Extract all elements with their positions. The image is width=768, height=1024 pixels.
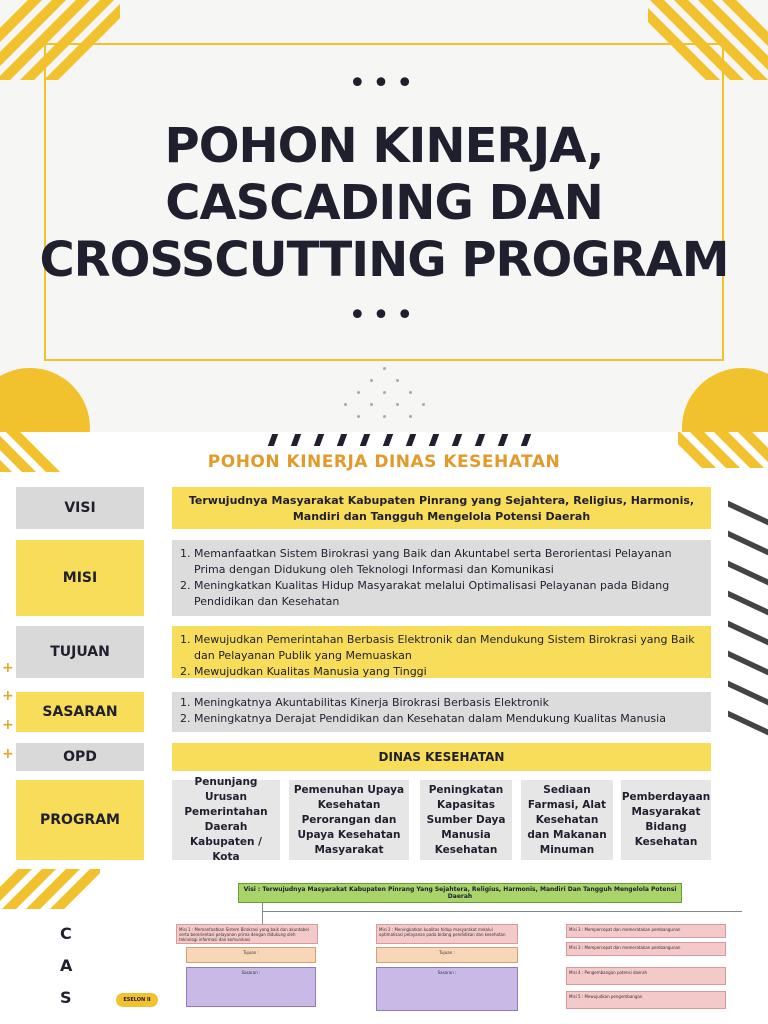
program-item: Peningkatan Kapasitas Sumber Daya Manusia Kesehatan — [420, 780, 512, 860]
yellow-halfcircle-right — [682, 368, 768, 432]
label-tujuan: TUJUAN — [16, 626, 144, 678]
plus-icon: + — [2, 688, 14, 704]
misi-5-box: Misi 5 : Mewujudkan pengembangan — [566, 991, 726, 1009]
dash-decoration — [728, 501, 768, 526]
dash-decoration — [728, 711, 768, 736]
label-visi: VISI — [16, 487, 144, 529]
label-program: PROGRAM — [16, 780, 144, 860]
slash-decoration — [265, 432, 555, 448]
label-misi: MISI — [16, 540, 144, 616]
misi-box — [172, 540, 711, 616]
plus-icon: + — [2, 746, 14, 762]
visi-bar: Visi : Terwujudnya Masyarakat Kabupaten Pinrang Yang Sejahtera, Religius, Harmonis, Mandiri Dan Tangguh Mengelola Potensi Daerah — [238, 883, 682, 903]
dots-top: ••• — [348, 66, 420, 101]
pohon-kinerja-slide — [0, 432, 768, 869]
opd-box: DINAS KESEHATAN — [172, 743, 711, 771]
tujuan-item: 2. Mewujudkan Kualitas Manusia yang Tinggi — [194, 664, 703, 680]
misi-1-box: Misi 1 : Memanfaatkan Sistem Birokrasi yang baik dan akuntabel serta berorientasi pelayanan prima dengan didukung oleh teknologi informasi dan komunikasi — [176, 924, 318, 944]
slide2-title: POHON KINERJA DINAS KESEHATAN — [207, 452, 561, 472]
misi-item: 1. Memanfaatkan Sistem Birokrasi yang Baik dan Akuntabel serta Berorientasi Pelayanan Prima dengan Didukung oleh Teknologi Informasi dan Komunikasi — [194, 546, 703, 578]
misi-3b-box: Misi 3 : Mempercepat dan memeratakan pembangunan — [566, 942, 726, 956]
cascading-slide — [0, 869, 768, 1024]
tujuan-box — [172, 626, 711, 678]
program-item: Pemberdayaan Masyarakat Bidang Kesehatan — [621, 780, 711, 860]
sasaran-2-box: Sasaran : — [376, 967, 518, 1011]
cas-letter: C — [60, 924, 72, 943]
program-item: Penunjang Urusan Pemerintahan Daerah Kabupaten / Kota — [172, 780, 280, 860]
plus-icon: + — [2, 717, 14, 733]
stripe-decoration-left-3 — [0, 869, 100, 909]
dash-decoration — [728, 621, 768, 646]
misi-4-box: Misi 4 : Pengembangan potensi daerah — [566, 967, 726, 985]
tujuan-2-box: Tujuan : — [376, 947, 518, 963]
title-slide — [0, 0, 768, 432]
dash-decoration — [728, 591, 768, 616]
label-sasaran: SASARAN — [16, 692, 144, 732]
dash-decoration — [728, 651, 768, 676]
misi-3-box: Misi 3 : Mempercepat dan memeratakan pembangunan — [566, 924, 726, 938]
cas-letter: S — [60, 988, 72, 1007]
main-title — [30, 118, 738, 289]
label-opd: OPD — [16, 743, 144, 771]
visi-box — [172, 487, 711, 529]
sasaran-1-box: Sasaran : — [186, 967, 316, 1007]
dots-bottom: ••• — [348, 298, 420, 333]
cas-letter: A — [60, 956, 73, 975]
connector — [262, 911, 742, 912]
dash-decoration — [728, 681, 768, 706]
title-line-2: CASCADING DAN — [165, 175, 603, 231]
title-line-1: POHON KINERJA, — [164, 118, 604, 174]
misi-item: 2. Meningkatkan Kualitas Hidup Masyarakat melalui Optimalisasi Pelayanan pada Bidang Pendidikan dan Kesehatan — [194, 578, 703, 610]
dash-decoration — [728, 561, 768, 586]
eselon-badge: ESELON II — [116, 993, 158, 1007]
sasaran-item: 1. Meningkatnya Akuntabilitas Kinerja Birokrasi Berbasis Elektronik — [194, 695, 703, 711]
misi-2-box: Misi 2 : Meningkatkan kualitas hidup masyarakat melalui optimalisasi pelayanan pada bidang pendidikan dan kesehatan — [376, 924, 518, 944]
yellow-halfcircle-left — [0, 368, 90, 432]
dash-decoration — [728, 531, 768, 556]
title-line-3: CROSSCUTTING PROGRAM — [39, 232, 729, 288]
connector — [262, 903, 263, 925]
program-item: Sediaan Farmasi, Alat Kesehatan dan Makanan Minuman — [521, 780, 613, 860]
sasaran-item: 2. Meningkatnya Derajat Pendidikan dan Kesehatan dalam Mendukung Kualitas Manusia — [194, 711, 703, 727]
plus-icon: + — [2, 660, 14, 676]
tujuan-item: 1. Mewujudkan Pemerintahan Berbasis Elektronik dan Mendukung Sistem Birokrasi yang Baik dan Pelayanan Publik yang Memuaskan — [194, 632, 703, 664]
tujuan-1-box: Tujuan : — [186, 947, 316, 963]
dot-triangle-decoration — [330, 365, 440, 425]
program-item: Pemenuhan Upaya Kesehatan Perorangan dan Upaya Kesehatan Masyarakat — [289, 780, 409, 860]
sasaran-box — [172, 692, 711, 732]
visi-text: Terwujudnya Masyarakat Kabupaten Pinrang yang Sejahtera, Religius, Harmonis, Mandiri dan Tangguh Mengelola Potensi Daerah — [188, 494, 695, 523]
